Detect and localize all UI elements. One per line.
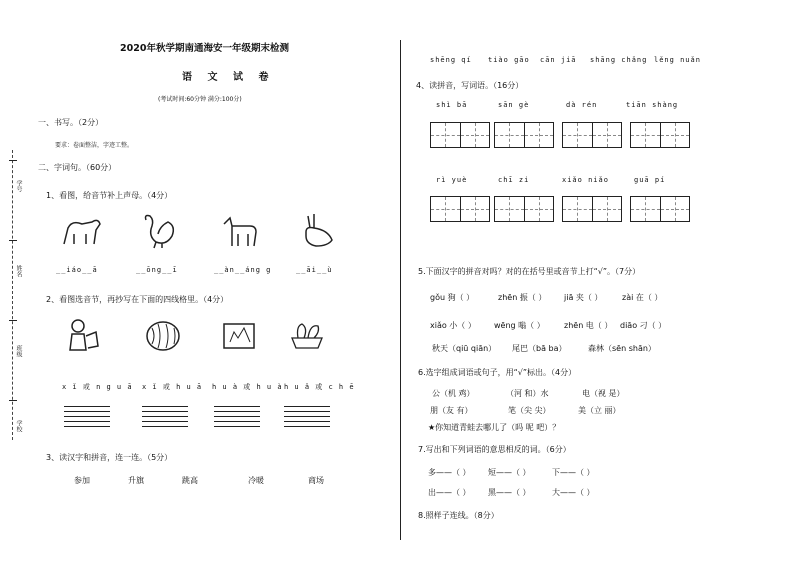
q4-grid-5[interactable] [430,196,490,222]
column-divider [400,40,401,540]
flower-cart-picture [288,316,326,354]
q5-item-11: 森林（sēn shān） [588,344,656,353]
page-title: 2020年秋学期南通海安一年级期末检测 [120,43,289,54]
q3-word-1: 参加 [74,476,90,485]
q3-pinyin-2: tiào gāo [488,56,530,64]
q1-blank-1: __iáo__ā [56,266,98,274]
q5-item-1: gǒu 狗（ ） [430,293,475,302]
horse-picture [60,214,104,250]
side-label-name: 姓名 [15,265,22,277]
q6-sentence: ★你知道青蛙去哪儿了（吗 呢 吧）？ [428,423,561,432]
q3-word-4: 冷暖 [248,476,264,485]
q2-writing-lines-1[interactable] [64,406,110,426]
q4-grid-6[interactable] [494,196,554,222]
q3-word-2: 升旗 [128,476,144,485]
q2-writing-lines-3[interactable] [214,406,260,426]
side-fill-line [9,400,17,401]
q3-pinyin-5: lěng nuǎn [654,56,701,64]
child-drawing-picture [66,318,100,354]
q4-pinyin-7: xiǎo niǎo [562,176,609,184]
q4-title: 4、读拼音，写词语。（16分） [416,81,524,90]
section-1-title: 一、书写。（2分） [38,118,104,127]
q4-pinyin-2: sān gè [498,101,530,109]
q2-option-2: x ǐ 或 h u ā [142,383,203,391]
q4-grid-3[interactable] [562,122,622,148]
q2-title: 2、看图选音节，再抄写在下面的四线格里。（4分） [46,295,229,304]
q5-title: 5.下面汉字的拼音对吗？对的在括号里或音节上打“√”。（7分） [418,267,641,276]
q6-item-4: 朋（友 有） [430,406,473,415]
q4-grid-4[interactable] [630,122,690,148]
flower-painting-picture [220,318,258,354]
side-fill-line [9,160,17,161]
q7-item-6: 大——（ ） [552,488,595,497]
q7-item-2: 短——（ ） [488,468,531,477]
q3-pinyin-3: cān jiā [540,56,577,64]
q6-item-1: 公（机 鸡） [432,389,475,398]
q2-option-3: h u à 或 h u à [212,383,283,391]
side-label-class: 班级 [15,345,22,357]
q2-writing-lines-4[interactable] [284,406,330,426]
rabbit-picture [298,212,338,250]
q5-item-10: 尾巴（bā ba） [512,344,567,353]
side-fill-line [9,240,17,241]
side-label-school: 学校 [15,420,22,432]
q1-blank-2: __ōng__ī [136,266,178,274]
q6-item-3: 电（视 是） [582,389,625,398]
section-1-requirement: 要求：卷面整洁，字迹工整。 [55,142,134,149]
q4-grid-7[interactable] [562,196,622,222]
q5-item-2: zhēn 振（ ） [498,293,547,302]
q3-word-3: 跳高 [182,476,198,485]
q4-grid-1[interactable] [430,122,490,148]
q3-title: 3、读汉字和拼音，连一连。（5分） [46,453,173,462]
q8-title: 8.照样子连线。（8分） [418,511,499,520]
q5-item-5: xiǎo 小（ ） [430,321,476,330]
q6-title: 6.选字组成词语或句子，用“√”标出。（4分） [418,368,577,377]
q5-item-8: diāo 刁（ ） [620,321,667,330]
q1-blank-4: __āi__ù [296,266,333,274]
q5-item-3: jiā 夹（ ） [564,293,603,302]
q5-item-7: zhēn 电（ ） [564,321,613,330]
q7-item-5: 黑——（ ） [488,488,531,497]
q5-item-4: zài 在（ ） [622,293,663,302]
q4-pinyin-8: guā pí [634,176,666,184]
q7-item-1: 多——（ ） [428,468,471,477]
q3-pinyin-4: shāng chǎng [590,56,648,64]
q7-item-4: 出——（ ） [428,488,471,497]
q6-item-5: 笔（尖 尖） [508,406,551,415]
q3-word-5: 商场 [308,476,324,485]
q6-item-6: 美（立 丽） [578,406,621,415]
side-fill-line [9,320,17,321]
q1-title: 1、看图，给音节补上声母。（4分） [46,191,173,200]
q4-pinyin-6: chī zi [498,176,530,184]
side-label-number: 学号 [15,180,22,192]
q5-item-6: wēng 嗡（ ） [494,321,545,330]
rooster-picture [138,212,178,250]
binding-line [12,150,13,440]
q4-pinyin-5: rì yuè [436,176,468,184]
q4-pinyin-3: dà rén [566,101,598,109]
q4-grid-2[interactable] [494,122,554,148]
exam-info: (考试时间:60分钟 满分:100分) [158,96,242,103]
q2-option-4: h u ǎ 或 c h ē [284,383,355,391]
q3-pinyin-1: shēng qí [430,56,472,64]
q6-item-2: （河 和）水 [506,389,549,398]
q1-blank-3: __àn__áng g [214,266,272,274]
watermelon-picture [144,318,182,354]
page-subtitle: 语 文 试 卷 [182,72,275,83]
q4-pinyin-4: tiān shàng [626,101,679,109]
q7-item-3: 下——（ ） [552,468,595,477]
section-2-title: 二、字词句。（60分） [38,163,117,172]
q7-title: 7.写出和下列词语的意思相反的词。（6分） [418,445,571,454]
q2-option-1: x ǐ 或 n g u ā [62,383,133,391]
q4-grid-8[interactable] [630,196,690,222]
q4-pinyin-1: shì bā [436,101,468,109]
goat-picture [220,214,260,250]
q2-writing-lines-2[interactable] [142,406,188,426]
q5-item-9: 秋天（qiū qiān） [432,344,497,353]
